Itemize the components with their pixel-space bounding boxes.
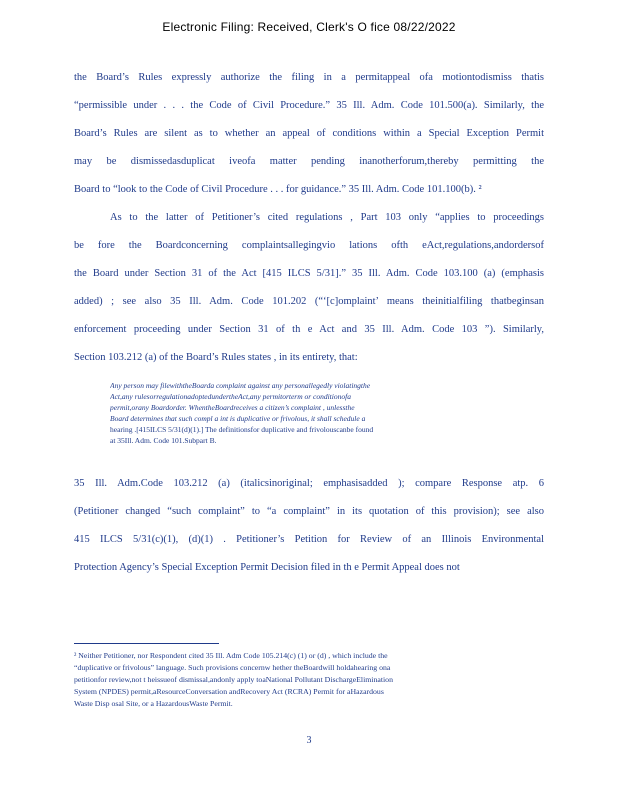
paragraph-1	[74, 64, 544, 204]
quote-line: at 35Ill. Adm. Code 101.Subpart B.	[110, 436, 217, 445]
text-line: “permissible under . . . the Code of Civil Procedure.” 35 Ill. Adm. Code 101.500(a). Similarly, the	[74, 100, 544, 111]
text-line: Board to “look to the Code of Civil Procedure . . . for guidance.” 35 Ill. Adm. Code 101.100(b). ²	[74, 184, 482, 195]
paragraph-3	[74, 470, 544, 582]
text-line: enforcement proceeding under Section 31 of th e Act and 35 Ill. Adm. Code 103 ”). Similarly,	[74, 324, 544, 335]
footnote-line: ² Neither Petitioner, nor Respondent cited 35 Ill. Adm Code 105.214(c) (1) or (d) , which include the	[74, 651, 388, 660]
footnote-line: Waste Disp osal Site, or a HazardousWaste Permit.	[74, 699, 233, 708]
text-line: may be dismissedasduplicat iveofa matter pending inanotherforum,thereby permitting the	[74, 156, 544, 167]
text-line: 35 Ill. Adm.Code 103.212 (a) (italicsinoriginal; emphasisadded ); compare Response atp. 6	[74, 478, 544, 489]
footnote-line: System (NPDES) permit,aResourceConversation andRecovery Act (RCRA) Permit for aHazardous	[74, 687, 384, 696]
text-line: the Board under Section 31 of the Act [415 ILCS 5/31].” 35 Ill. Adm. Code 103.100 (a) (emphasis	[74, 268, 544, 279]
text-line: the Board’s Rules expressly authorize the filing in a permitappeal ofa motiontodismiss thatis	[74, 72, 544, 83]
efiling-header: Electronic Filing: Received, Clerk's O fice 08/22/2022	[162, 20, 456, 34]
text-line: (Petitioner changed “such complaint” to “a complaint” in its quotation of this provision); see also	[74, 506, 544, 517]
text-line: 415 ILCS 5/31(c)(1), (d)(1) . Petitioner’s Petition for Review of an Illinois Environmental	[74, 534, 544, 545]
footnote	[74, 650, 544, 710]
footnote-line: petitionfor review,not t heissueof dismissal,andonly apply toaNational Pollutant DischargeElimination	[74, 675, 393, 684]
quote-line: permit,orany Boardorder. WhentheBoardreceives a citizen’s complaint , unlessthe	[110, 403, 355, 412]
text-line: added) ; see also 35 Ill. Adm. Code 101.202 (“‘[c]omplaint’ means theinitialfiling thatbeginsan	[74, 296, 544, 307]
text-line: Section 103.212 (a) of the Board’s Rules states , in its entirety, that:	[74, 352, 358, 363]
text-line: As to the latter of Petitioner’s cited regulations , Part 103 only “applies to proceedings	[110, 212, 544, 223]
text-line: Board’s Rules are silent as to whether an appeal of conditions within a Special Exception Permit	[74, 128, 544, 139]
paragraph-2	[74, 204, 544, 372]
quote-line: hearing .[415ILCS 5/31(d)(1).] The definitionsfor duplicative and frivolouscanbe found	[110, 425, 374, 434]
footnote-divider	[74, 643, 219, 644]
quote-line: Any person may filewiththeBoarda complaint against any personallegedly violatingthe	[110, 381, 371, 390]
text-line: Protection Agency’s Special Exception Permit Decision filed in th e Permit Appeal does not	[74, 562, 460, 573]
page-number: 3	[306, 735, 312, 746]
quote-line: Act,any rulesorregulationadoptedundertheAct,any permitorterm or conditionofa	[110, 392, 351, 401]
quote-line: Board determines that such compl a int is duplicative or frivolous, it shall schedule a	[110, 414, 366, 423]
block-quote	[110, 380, 530, 446]
text-line: be fore the Boardconcerning complaintsallegingvio lations ofth eAct,regulations,andordersof	[74, 240, 544, 251]
footnote-line: “duplicative or frivolous” language. Such provisions concernw hether theBoardwill holdahearing ona	[74, 663, 391, 672]
